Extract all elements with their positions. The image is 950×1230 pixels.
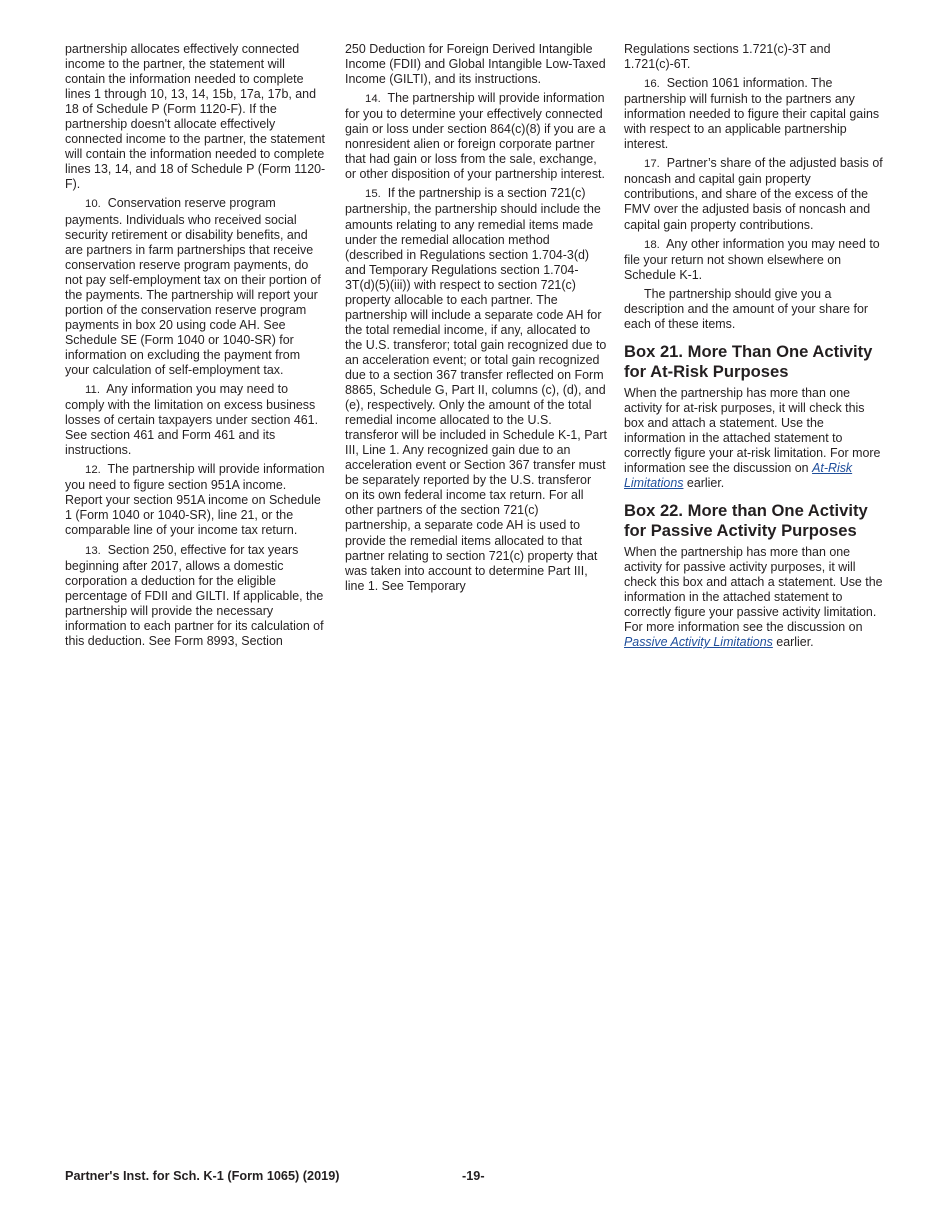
item-text: Any other information you may need to file your return not shown elsewhere on Schedule K-1. — [624, 236, 880, 282]
paragraph-continued: 250 Deduction for Foreign Derived Intangible Income (FDII) and Global Intangible Low-Taxed Income (GILTI), and its instructions. — [345, 42, 606, 87]
item-text: If the partnership is a section 721(c) partnership, the partnership should include the amounts relating to any remedial items made under the remedial allocation method (described in Regulations section 1.704-3(d) and Temporary Regulations section 1.704-3T(d)(5)(iii)) with respect to section 721(c) property allocable to each partner. The partnership will include a separate code AH for the total remedial income, if any, allocated to the U.S. transferor; total gain recognized due to an acceleration event; or total gain recognized due to a section 367 transfer reflected on Form 8865, Schedule G, Part II, columns (c), (d), and (e), respectively. Only the amount of the total remedial income allocated to the U.S. transferor will be included in Schedule K-1, Part III, Line 1. Any recognized gain due to an acceleration event or Section 367 transfer must be separately reported by the U.S. transferor on its own federal income tax return. For all other partners of the section 721(c) partnership, a separate code AH is used to provide the remedial items allocated to that partner relating to section 721(c) property that was taken into account to determine Part III, line 1. See Temporary — [345, 186, 608, 593]
heading-box-22: Box 22. More than One Activity for Passive Activity Purposes — [624, 501, 868, 541]
passive-activity-limitations-link[interactable]: Passive Activity Limitations — [624, 635, 773, 650]
list-item-12 — [65, 462, 326, 538]
list-item-10 — [65, 196, 326, 378]
paragraph-continued: partnership allocates effectively connected income to the partner, the statement will contain the information needed to complete lines 1 through 10, 13, 14, 15b, 17a, 17b, and 18 of Schedule P (Form 1120-F). If the partnership doesn't allocate effectively connected income to the partner, the statement will contain the information needed to complete lines 13, 14, and 18 of Schedule P (Form 1120-F). — [65, 42, 326, 192]
column-right — [624, 42, 886, 655]
item-text: Conservation reserve program payments. Individuals who received social security retirement or disability benefits, and are partners in farm partnerships that receive conservation reserve program payments, do not pay self-employment tax on their portion of the payments. The partnership will report your portion of the conservation reserve program payments in box 20 using code AH. See Schedule SE (Form 1040 or 1040-SR) for information on excluding the payment from your calculation of self-employment tax. — [65, 196, 321, 377]
item-number: 17. — [644, 158, 660, 171]
box-21-text-end: earlier. — [683, 476, 725, 491]
list-item-13 — [65, 543, 326, 649]
paragraph-continued: Regulations sections 1.721(c)-3T and 1.721(c)-6T. — [624, 42, 831, 72]
item-number: 16. — [644, 78, 660, 91]
item-number: 11. — [85, 384, 100, 397]
item-text: Any information you may need to comply with the limitation on excess business losses of certain taxpayers under section 461. See section 461 and Form 461 and its instructions. — [65, 382, 319, 458]
item-number: 14. — [365, 93, 381, 106]
paragraph-share-items: The partnership should give you a description and the amount of your share for each of these items. — [624, 286, 869, 331]
list-item-17 — [624, 156, 886, 232]
item-text: The partnership will provide information for you to determine your effectively connected gain or loss under section 864(c)(8) if you are a nonresident alien or foreign corporate partner that had gain or loss from the sale, exchange, or other disposition of your partnership interest. — [345, 91, 606, 182]
paragraph-box-22 — [624, 545, 886, 650]
item-text: Partner’s share of the adjusted basis of noncash and capital gain property contributions, and share of the excess of the FMV over the adjusted basis of noncash and capital gain property contributions. — [624, 156, 883, 232]
column-middle — [345, 42, 607, 598]
item-number: 18. — [644, 238, 660, 251]
list-item-18 — [624, 237, 886, 283]
item-number: 15. — [365, 188, 381, 201]
item-text: Section 1061 information. The partnership will furnish to the partners any information needed to figure their capital gains with respect to an applicable partnership interest. — [624, 76, 880, 152]
list-item-11 — [65, 382, 326, 458]
box-22-text-end: earlier. — [772, 635, 814, 650]
list-item-14 — [345, 91, 607, 182]
item-text: The partnership will provide information you need to figure section 951A income. Report your section 951A income on Schedule 1 (Form 1040 or 1040-SR), line 21, or the comparable line of your income tax return. — [65, 462, 325, 538]
page-number: -19- — [462, 1169, 485, 1183]
footer-form-title: Partner's Inst. for Sch. K-1 (Form 1065) (2019) — [65, 1169, 340, 1183]
list-item-16 — [624, 76, 886, 152]
box-22-text: When the partnership has more than one activity for passive activity purposes, it will check this box and attach a statement. Use the information in the attached statement to correctly figure your passive activity limitation. For more information see the discussion on — [624, 545, 883, 635]
heading-box-21: Box 21. More Than One Activity for At-Risk Purposes — [624, 341, 873, 381]
paragraph-box-21 — [624, 386, 886, 491]
item-number: 12. — [85, 464, 101, 477]
item-text: Section 250, effective for tax years beginning after 2017, allows a domestic corporation a deduction for the eligible percentage of FDII and GILTI. If applicable, the partnership will provide the necessary information to each partner for its calculation of this deduction. See Form 8993, Section — [65, 542, 324, 648]
item-number: 13. — [85, 544, 101, 557]
column-left — [65, 42, 326, 653]
box-21-text: When the partnership has more than one activity for at-risk purposes, it will check this box and attach a statement. Use the information in the attached statement to correctly figure your at-risk limitation. For more information see the discussion on — [624, 385, 881, 476]
list-item-15 — [345, 186, 607, 593]
item-number: 10. — [85, 198, 101, 211]
at-risk-limitations-link[interactable]: At-Risk Limitations — [624, 461, 853, 491]
